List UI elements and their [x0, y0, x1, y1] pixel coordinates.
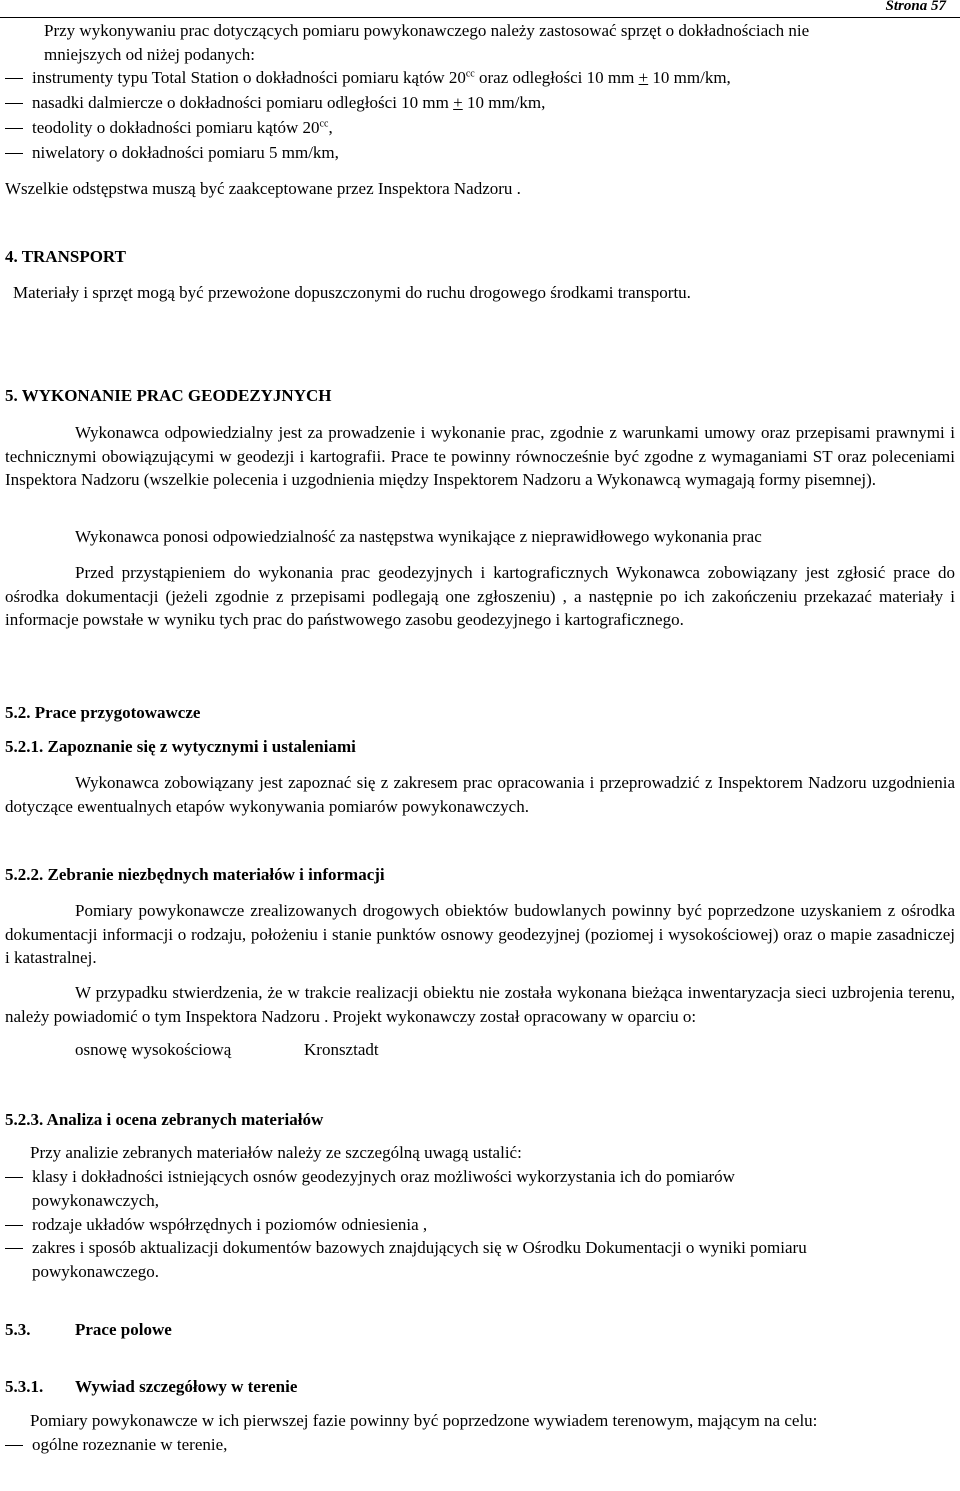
paragraph-materials: Pomiary powykonawcze zrealizowanych drogowych obiektów budowlanych powinny być poprzedzone uzyskaniem z ośrodka dokumentacji informacji o rodzaju, położeniu i stanie punktów osnowy geodezyjnej (poziomej i wysokościowej) oraz o mapie zasadniczej i katastralnej.: [5, 901, 955, 967]
bullet-dash: [5, 1225, 23, 1226]
intro-line-2: mniejszych od niżej podanych:: [44, 45, 256, 64]
osnowa-label: osnowę wysokościową: [75, 1040, 232, 1059]
paragraph-reporting: Przed przystąpieniem do wykonania prac geodezyjnych i kartograficznych Wykonawca zobowiązany jest zgłosić prace do ośrodka dokumentacji (jeżeli zgodnie z przepisami podlegają one zgłoszeniu) , a następnie po ich zakończeniu przekazać materiały i informacje powstałe w wyniku tych prac do państwowego zasobu geodezyjnego i kartograficznego.: [5, 563, 955, 629]
paragraph-liability: Wykonawca ponosi odpowiedzialność za następstwa wynikające z nieprawidłowego wykonania prac: [75, 527, 762, 546]
section-heading-preparation: 5.2. Prace przygotowawcze: [5, 703, 201, 722]
list-item: rodzaje układów współrzędnych i poziomów odniesienia ,: [32, 1215, 428, 1234]
section-number-fieldwork: 5.3.: [5, 1320, 31, 1339]
list-item-continuation: powykonawczego.: [32, 1262, 159, 1281]
list-item: niwelatory o dokładności pomiaru 5 mm/km,: [32, 143, 339, 162]
section-heading-transport: 4. TRANSPORT: [5, 247, 126, 266]
paragraph-contractor-responsibility: Wykonawca odpowiedzialny jest za prowadzenie i wykonanie prac, zgodnie z warunkami umowy oraz przepisami prawnymi i technicznymi obowiązującymi w geodezji i kartografii. Prace te powinny równocześnie być zgodne z wymaganiami ST oraz poleceniami Inspektora Nadzoru (wszelkie polecenia i uzgodnienia między Inspektorem Nadzoru a Wykonawcą wymagają formy pisemnej).: [5, 423, 955, 489]
section-heading-materials: 5.2.2. Zebranie niezbędnych materiałów i informacji: [5, 865, 385, 884]
list-item: teodolity o dokładności pomiaru kątów $20^{cc}$,: [32, 118, 333, 137]
bullet-dash: [5, 1177, 23, 1178]
list-item: klasy i dokładności istniejących osnów geodezyjnych oraz możliwości wykorzystania ich do pomiarów: [32, 1167, 735, 1186]
transport-text: Materiały i sprzęt mogą być przewożone dopuszczonymi do ruchu drogowego środkami transportu.: [13, 283, 691, 302]
list-item: nasadki dalmiercze o dokładności pomiaru odległości 10 mm + 10 mm/km,: [32, 93, 546, 112]
header-rule: [0, 17, 960, 18]
list-item: instrumenty typu Total Station o dokładności pomiaru kątów $20^{cc}$ oraz odległości 10 mm + 10 mm/km,: [32, 68, 731, 87]
deviations-note: Wszelkie odstępstwa muszą być zaakceptowane przez Inspektora Nadzoru .: [5, 179, 521, 198]
bullet-dash: [5, 1445, 23, 1446]
intro-line-1: Przy wykonywaniu prac dotyczących pomiaru powykonawczego należy zastosować sprzęt o dokładnościach nie: [44, 21, 810, 40]
bullet-dash: [5, 103, 23, 104]
paragraph-guidelines: Wykonawca zobowiązany jest zapoznać się z zakresem prac opracowania i przeprowadzić z Inspektorem Nadzoru uzgodnienia dotyczące ewentualnych etapów wykonywania pomiarów powykonawczych.: [5, 773, 955, 816]
osnowa-value: Kronsztadt: [304, 1040, 379, 1059]
list-item: zakres i sposób aktualizacji dokumentów bazowych znajdujących się w Ośrodku Dokumentacji o wyniki pomiaru: [32, 1238, 807, 1257]
section-heading-geodetic: 5. WYKONANIE PRAC GEODEZYJNYCH: [5, 386, 332, 405]
page-number: Strona 57: [885, 0, 946, 14]
section-title-fieldwork: Prace polowe: [75, 1320, 172, 1339]
site-survey-intro: Pomiary powykonawcze w ich pierwszej fazie powinny być poprzedzone wywiadem terenowym, mającym na celu:: [30, 1411, 818, 1430]
section-title-site-survey: Wywiad szczegółowy w terenie: [75, 1377, 298, 1396]
section-heading-guidelines: 5.2.1. Zapoznanie się z wytycznymi i ustaleniami: [5, 737, 356, 756]
analysis-intro: Przy analizie zebranych materiałów należy ze szczególną uwagą ustalić:: [30, 1143, 522, 1162]
bullet-dash: [5, 128, 23, 129]
section-number-site-survey: 5.3.1.: [5, 1377, 44, 1396]
bullet-dash: [5, 1248, 23, 1249]
list-item: ogólne rozeznanie w terenie,: [32, 1435, 228, 1454]
paragraph-inventory: W przypadku stwierdzenia, że w trakcie realizacji obiektu nie została wykonana bieżąca inwentaryzacja sieci uzbrojenia terenu, należy powiadomić o tym Inspektora Nadzoru . Projekt wykonawczy został opracowany w oparciu o:: [5, 983, 955, 1026]
section-heading-analysis: 5.2.3. Analiza i ocena zebranych materiałów: [5, 1110, 324, 1129]
bullet-dash: [5, 153, 23, 154]
bullet-dash: [5, 78, 23, 79]
list-item-continuation: powykonawczych,: [32, 1191, 159, 1210]
